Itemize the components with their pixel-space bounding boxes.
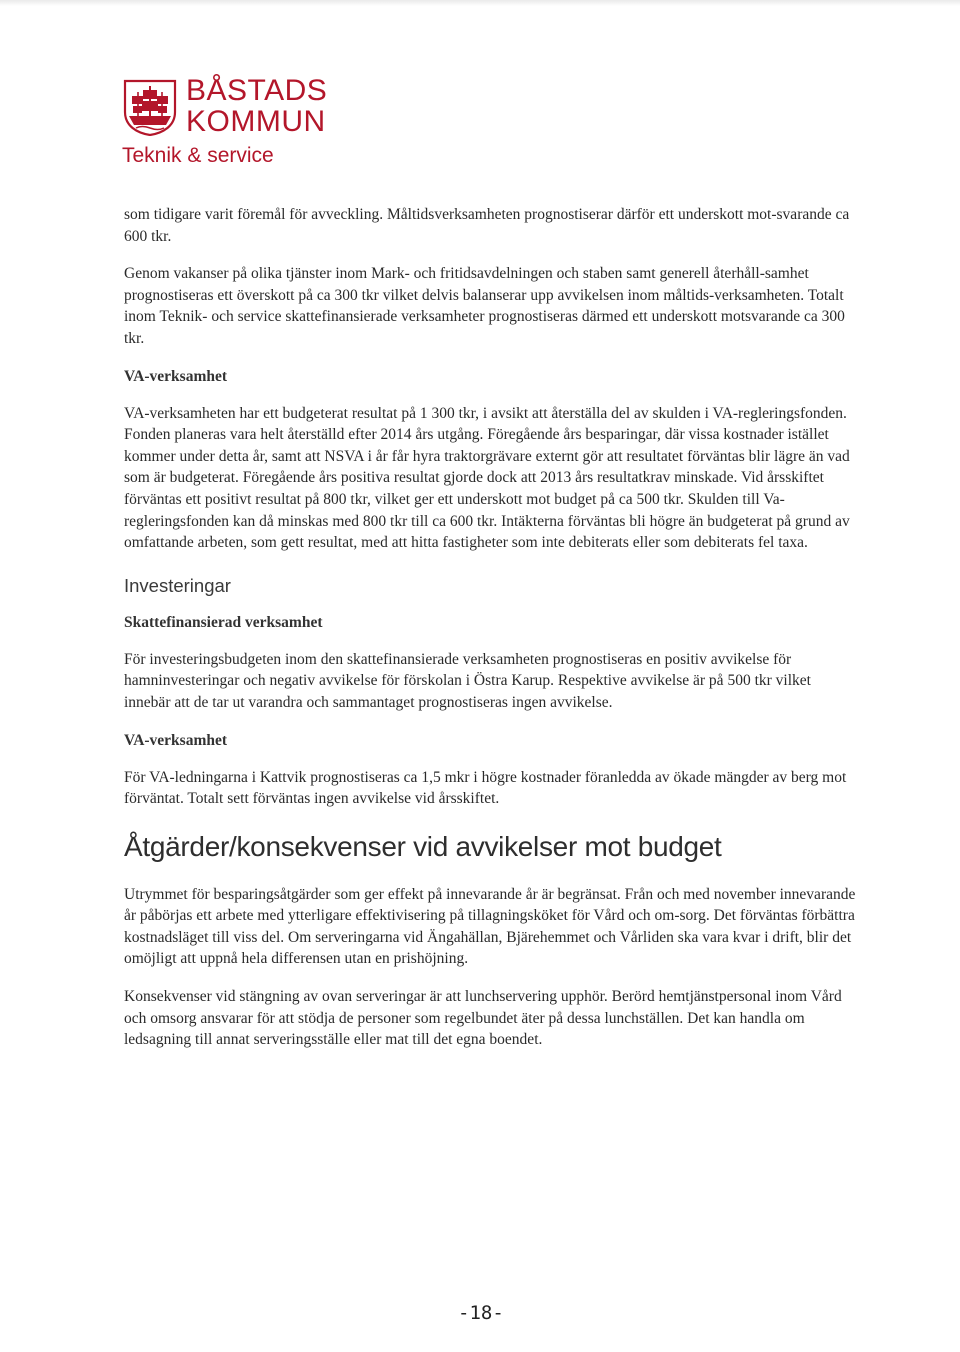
subheading-va: VA-verksamhet (124, 731, 228, 749)
section-heading-va: VA-verksamhet (124, 367, 228, 385)
letterhead (122, 76, 382, 176)
municipality-name-line2: KOMMUN (186, 105, 326, 138)
paragraph-2: Genom vakanser på olika tjänster inom Mark- och fritidsavdelningen och staben samt generell återhåll-samhet prognostiseras ett överskott på ca 300 tkr vilket delvis balanserar upp avvikelsen inom måltids-verksamheten. Totalt inom Teknik- och service skattefinansierade verksamheter prognostiseras därmed ett underskott motsvarande ca 300 tkr. (124, 265, 845, 347)
document-body (124, 204, 860, 1067)
municipality-name-line1: BÅSTADS (186, 74, 328, 107)
paragraph-1: som tidigare varit föremål för avveckling. Måltidsverksamheten prognostiserar därför ett underskott mot-svarande ca 600 tkr. (124, 206, 850, 245)
section-heading-atgarder: Åtgärder/konsekvenser vid avvikelser mot budget (124, 830, 722, 862)
scan-edge (0, 0, 960, 6)
paragraph-6: Utrymmet för besparingsåtgärder som ger effekt på innevarande år är begränsat. Från och med november innevarande år påbörjas ett arbete med ytterligare effektivisering på tillagningsköket för Vård och om-sorg. Det förväntas förbättra kostnadsläget till viss del. Om serveringarna vid Ängahällan, Bjärehemmet och Vårliden ska vara kvar i drift, blir det omöjligt att uppnå hela differensen utan en prishöjning. (124, 885, 856, 968)
paragraph-3: VA-verksamheten har ett budgeterat resultat på 1 300 tkr, i avsikt att återställa del av skulden i VA-regleringsfonden. Fonden planeras vara helt återställd efter 2014 års utgång. Föregående års besparingar, där vissa kostnader istället kommer under detta år, samt att NSVA i år får hyra traktorgrävare externt gör att resultatet förväntas blir lägre än vad som är budgeterat. Föregående års positiva resultat gjorde dock att 2013 års resultatkrav minskade. Vid årsskiftet förväntas ett positivt resultat på 800 tkr, vilket ger ett underskott mot budget på ca 500 tkr. Skulden till Va-regleringsfonden kan då minskas med 800 tkr till ca 600 tkr. Intäkterna förväntas bli högre än budgeterat på grund av omfattande arbeten, som gett resultat, med att hitta fastigheter som inte debiterats eller som debiterats fel taxa. (124, 404, 850, 552)
department-name: Teknik & service (122, 144, 274, 167)
page-number: -18- (458, 1302, 504, 1324)
ship-crest-icon (122, 78, 178, 136)
section-heading-investeringar: Investeringar (124, 574, 231, 596)
paragraph-7: Konsekvenser vid stängning av ovan serveringar är att lunchservering upphör. Berörd hemtjänstpersonal inom Vård och omsorg ansvarar för att stödja de personer som regelbundet äter på dessa lunchställen. Det kan handla om ledsagning till annat serveringsställe eller mat till det egna boendet. (124, 988, 842, 1049)
paragraph-5: För VA-ledningarna i Kattvik prognostiseras ca 1,5 mkr i högre kostnader föranledda av ökade mängder av berg mot förväntat. Totalt sett förväntas ingen avvikelse vid årsskiftet. (124, 768, 847, 808)
paragraph-4: För investeringsbudgeten inom den skattefinansierade verksamheten prognostiseras en positiv avvikelse för hamninvesteringar och negativ avvikelse för förskolan i Östra Karup. Respektive avvikelse är på 500 tkr vilket innebär att de tar ut varandra och sammantaget prognostiseras ingen avvikelse. (124, 650, 811, 711)
subheading-skattefinansierad: Skattefinansierad verksamhet (124, 613, 323, 631)
